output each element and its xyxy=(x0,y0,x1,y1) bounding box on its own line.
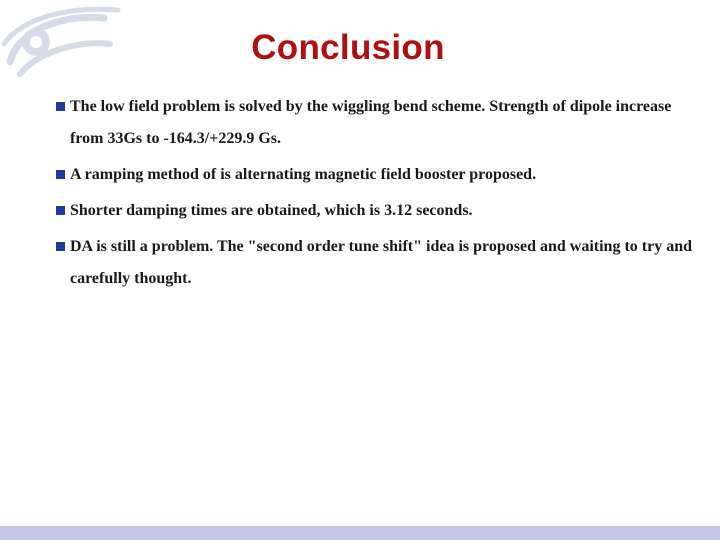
bullet-text: A ramping method of is alternating magnetic field booster proposed. xyxy=(70,166,537,183)
bullet-item xyxy=(56,91,706,155)
bullet-item xyxy=(56,231,706,295)
square-bullet-icon xyxy=(56,242,65,251)
square-bullet-icon xyxy=(56,170,65,179)
bullet-item xyxy=(56,159,706,191)
square-bullet-icon xyxy=(56,206,65,215)
square-bullet-icon xyxy=(56,102,65,111)
bullet-text: The low field problem is solved by the wiggling bend scheme. Strength of dipole increase from 33Gs to -164.3/+229.9 Gs. xyxy=(70,98,672,147)
bullet-text: DA is still a problem. The "second order tune shift" idea is proposed and waiting to try and carefully thought. xyxy=(70,238,692,287)
bullet-item xyxy=(56,195,706,227)
bullet-text: Shorter damping times are obtained, which is 3.12 seconds. xyxy=(70,202,473,219)
slide-title: Conclusion xyxy=(251,28,445,67)
bottom-bar xyxy=(0,526,720,540)
bullet-list xyxy=(56,91,706,299)
